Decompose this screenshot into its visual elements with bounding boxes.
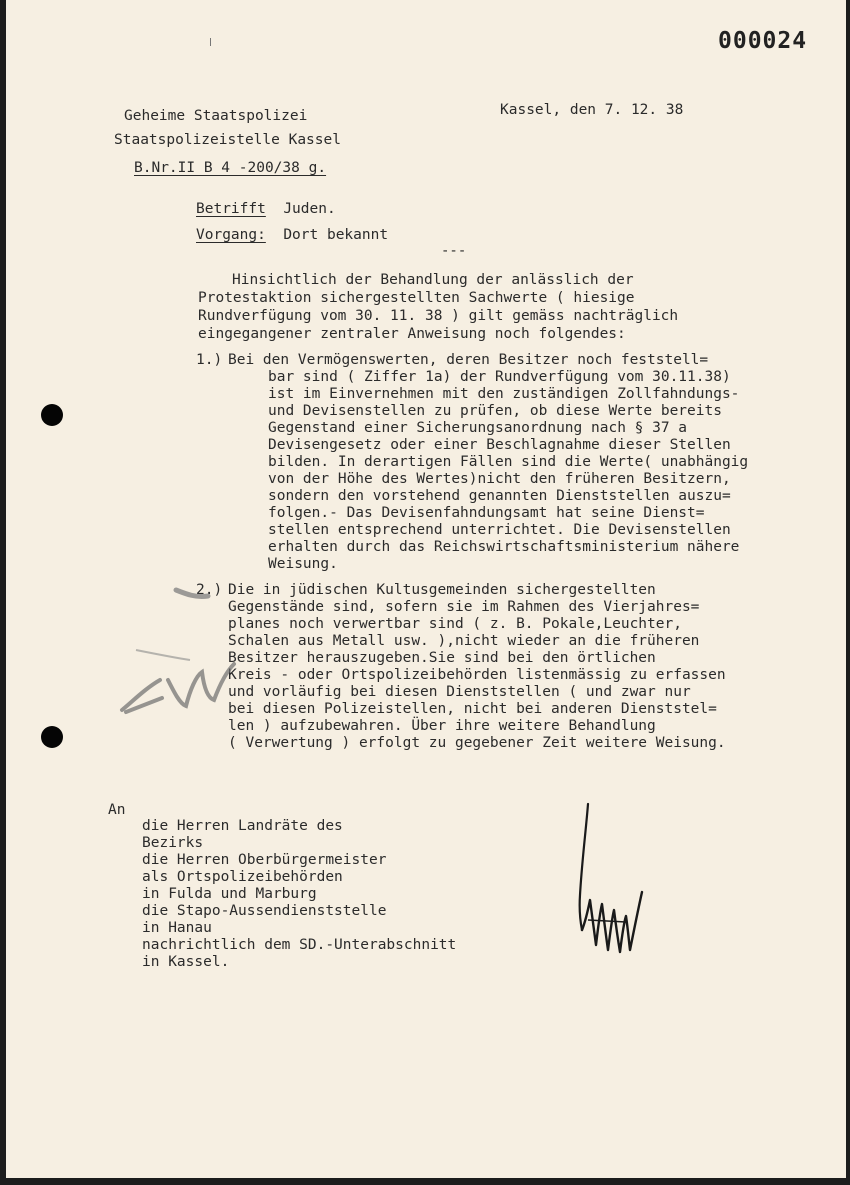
process-value: Dort bekannt: [283, 227, 389, 243]
subject-line: [196, 201, 336, 218]
sender-office: Staatspolizeistelle Kassel: [114, 132, 341, 148]
item-1-line: Weisung.: [268, 556, 338, 572]
sender-agency: Geheime Staatspolizei: [124, 108, 308, 124]
item-2-line: Die in jüdischen Kultusgemeinden sichergestellten: [228, 582, 656, 598]
item-2-line: len ) aufzubewahren. Über ihre weitere Behandlung: [228, 718, 656, 734]
addressee-line: in Hanau: [142, 920, 212, 936]
intro-line: eingegangener zentraler Anweisung noch folgendes:: [198, 326, 626, 342]
item-1-line: stellen entsprechend unterrichtet. Die Devisenstellen: [268, 522, 731, 538]
margin-tick: [210, 38, 211, 46]
item-2-line: ( Verwertung ) erfolgt zu gegebener Zeit weitere Weisung.: [228, 735, 726, 751]
addressee-line: die Herren Oberbürgermeister: [142, 852, 387, 868]
item-2-line: planes noch verwertbar sind ( z. B. Pokale,Leuchter,: [228, 616, 682, 632]
addressee-line: Bezirks: [142, 835, 204, 851]
item-1-line: bilden. In derartigen Fällen sind die Werte( unabhängig: [268, 454, 749, 470]
item-1-line: folgen.- Das Devisenfahndungsamt hat seine Dienst=: [268, 505, 705, 521]
separator-mark: ---: [441, 243, 467, 259]
item-1-line: bar sind ( Ziffer 1a) der Rundverfügung vom 30.11.38): [268, 369, 731, 385]
addressee-line: nachrichtlich dem SD.-Unterabschnitt: [142, 937, 457, 953]
addressee-line: die Herren Landräte des: [142, 818, 343, 834]
intro-line: Protestaktion sichergestellten Sachwerte ( hiesige: [198, 290, 635, 306]
punch-hole-bottom: [41, 726, 63, 748]
addressee-line: in Kassel.: [142, 954, 230, 970]
punch-hole-top: [41, 404, 63, 426]
item-1-line: von der Höhe des Wertes)nicht den früheren Besitzern,: [268, 471, 731, 487]
item-2-line: Schalen aus Metall usw. ),nicht wieder an die früheren: [228, 633, 700, 649]
item-2-line: Kreis - oder Ortspolizeibehörden listenmässig zu erfassen: [228, 667, 726, 683]
intro-line: Hinsichtlich der Behandlung der anlässlich der: [232, 272, 634, 288]
process-line: [196, 227, 388, 244]
item-1-line: und Devisenstellen zu prüfen, ob diese Werte bereits: [268, 403, 722, 419]
addressee-line: die Stapo-Aussendienststelle: [142, 903, 387, 919]
pencil-scrawl-marking: [116, 580, 336, 740]
item-1-line: Devisengesetz oder einer Beschlagnahme dieser Stellen: [268, 437, 731, 453]
subject-value: Juden.: [283, 201, 336, 217]
addressee-label: An: [108, 802, 126, 818]
process-label: Vorgang:: [196, 227, 266, 243]
reference-number: B.Nr.II B 4 -200/38 g.: [134, 160, 327, 176]
item-2-line: und vorläufig bei diesen Dienststellen ( und zwar nur: [228, 684, 691, 700]
item-1-line: ist im Einvernehmen mit den zuständigen Zollfahndungs-: [268, 386, 740, 402]
item-1-line: Bei den Vermögenswerten, deren Besitzer noch feststell=: [228, 352, 709, 368]
intro-line: Rundverfügung vom 30. 11. 38 ) gilt gemäss nachträglich: [198, 308, 679, 324]
item-1-line: erhalten durch das Reichswirtschaftsministerium nähere: [268, 539, 740, 555]
handwritten-signature: [566, 800, 656, 965]
document-page: [6, 0, 846, 1178]
item-2-line: Besitzer herauszugeben.Sie sind bei den örtlichen: [228, 650, 656, 666]
item-1-line: sondern den vorstehend genannten Dienststellen auszu=: [268, 488, 731, 504]
item-2-line: bei diesen Polizeistellen, nicht bei anderen Dienststel=: [228, 701, 717, 717]
addressee-line: als Ortspolizeibehörden: [142, 869, 343, 885]
item-1-line: Gegenstand einer Sicherungsanordnung nach § 37 a: [268, 420, 688, 436]
item-2-number: 2.): [196, 582, 223, 598]
subject-label: Betrifft: [196, 201, 266, 217]
item-1-number: 1.): [196, 352, 223, 368]
place-date: Kassel, den 7. 12. 38: [500, 102, 684, 118]
addressee-line: in Fulda und Marburg: [142, 886, 317, 902]
page-number: 000024: [718, 28, 808, 54]
item-2-line: Gegenstände sind, sofern sie im Rahmen des Vierjahres=: [228, 599, 700, 615]
scan-border: [0, 1178, 850, 1185]
